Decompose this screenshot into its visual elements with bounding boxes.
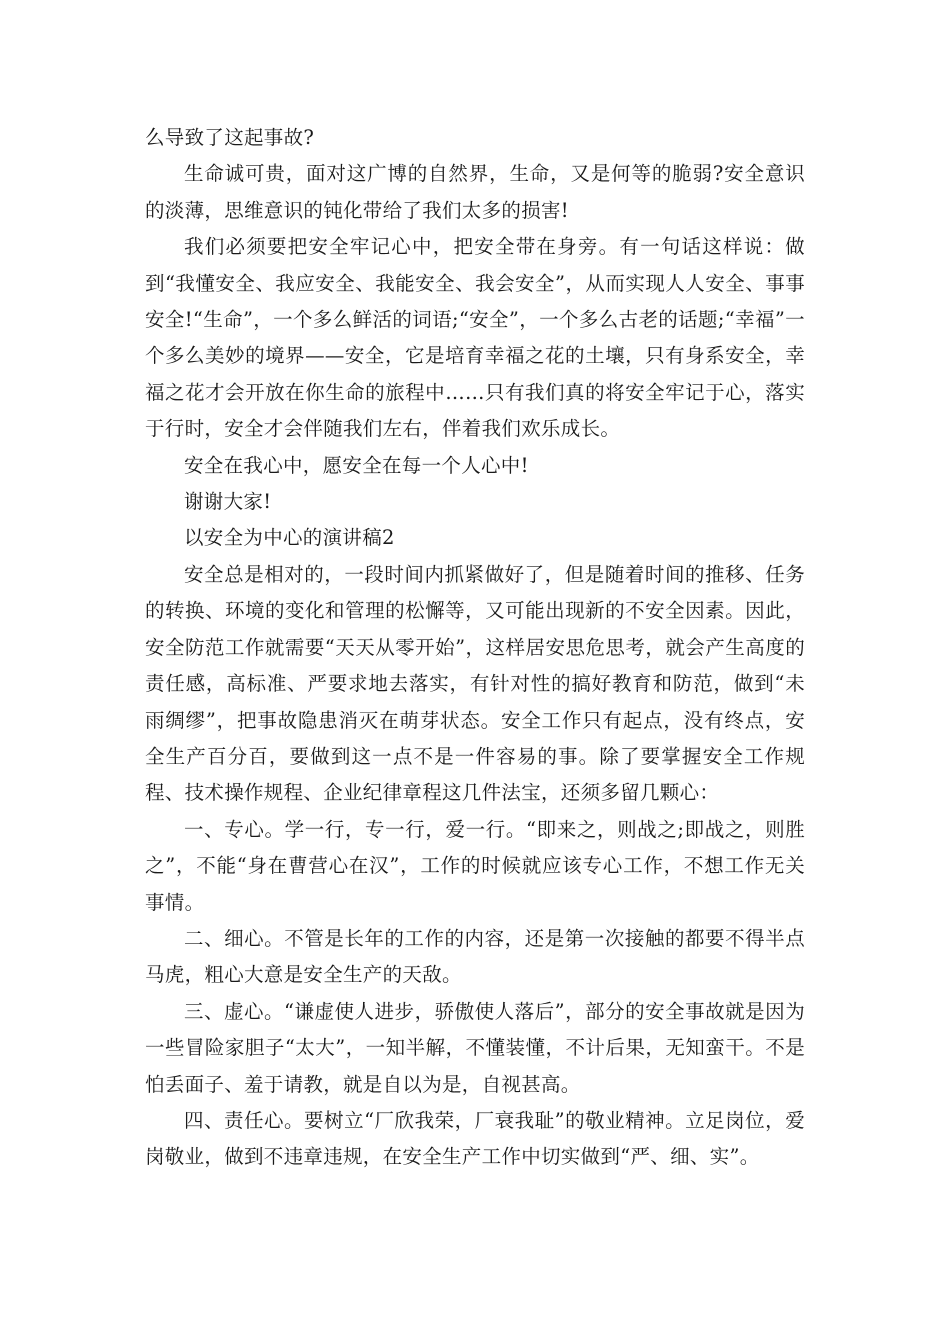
paragraph-focus: 一、专心。学一行，专一行，爱一行。“即来之，则战之;即战之，则胜之”，不能“身在曹营心在汉”，工作的时候就应该专心工作，不想工作无关事情。 <box>145 817 805 914</box>
paragraph-safety-relative: 安全总是相对的，一段时间内抓紧做好了，但是随着时间的推移、任务的转换、环境的变化和管理的松懈等，又可能出现新的不安全因素。因此，安全防范工作就需要“天天从零开始”，这样居安思危思考，就会产生高度的责任感，高标准、严要求地去落实，有针对性的搞好教育和防范，做到“未雨绸缪”，把事故隐患消灭在萌芽状态。安全工作只有起点，没有终点，安全生产百分百，要做到这一点不是一件容易的事。除了要掌握安全工作规程、技术操作规程、企业纪律章程这几件法宝，还须多留几颗心： <box>145 562 805 805</box>
paragraph-wish: 安全在我心中，愿安全在每一个人心中! <box>184 453 529 477</box>
paragraph-continuation: 么导致了这起事故? <box>145 126 315 149</box>
paragraph-humble: 三、虚心。“谦虚使人进步，骄傲使人落后”，部分的安全事故就是因为一些冒险家胆子“太大”，一知半解，不懂装懂，不计后果，无知蛮干。不是怕丢面子、羞于请教，就是自以为是，自视甚高。 <box>145 999 805 1096</box>
paragraph-careful: 二、细心。不管是长年的工作的内容，还是第一次接触的都要不得半点马虎，粗心大意是安全生产的天敌。 <box>145 926 805 987</box>
paragraph-safety-in-heart: 我们必须要把安全牢记心中，把安全带在身旁。有一句话这样说：做到“我懂安全、我应安全、我能安全、我会安全”，从而实现人人安全、事事安全!“生命”，一个多么鲜活的词语;“安全”，一个多么古老的话题;“幸福”一个多么美妙的境界——安全，它是培育幸福之花的土壤，只有身系安全，幸福之花才会开放在你生命的旅程中……只有我们真的将安全牢记于心，落实于行时，安全才会伴随我们左右，伴着我们欢乐成长。 <box>145 235 805 441</box>
paragraph-life-precious: 生命诚可贵，面对这广博的自然界，生命，又是何等的脆弱?安全意识的淡薄，思维意识的钝化带给了我们太多的损害! <box>145 162 805 222</box>
document-body <box>145 120 805 1176</box>
paragraph-responsibility: 四、责任心。要树立“厂欣我荣，厂衰我耻”的敬业精神。立足岗位，爱岗敬业，做到不违章违规，在安全生产工作中切实做到“严、细、实”。 <box>145 1108 805 1169</box>
paragraph-thanks: 谢谢大家! <box>184 490 272 514</box>
section-heading: 以安全为中心的演讲稿2 <box>184 526 395 550</box>
